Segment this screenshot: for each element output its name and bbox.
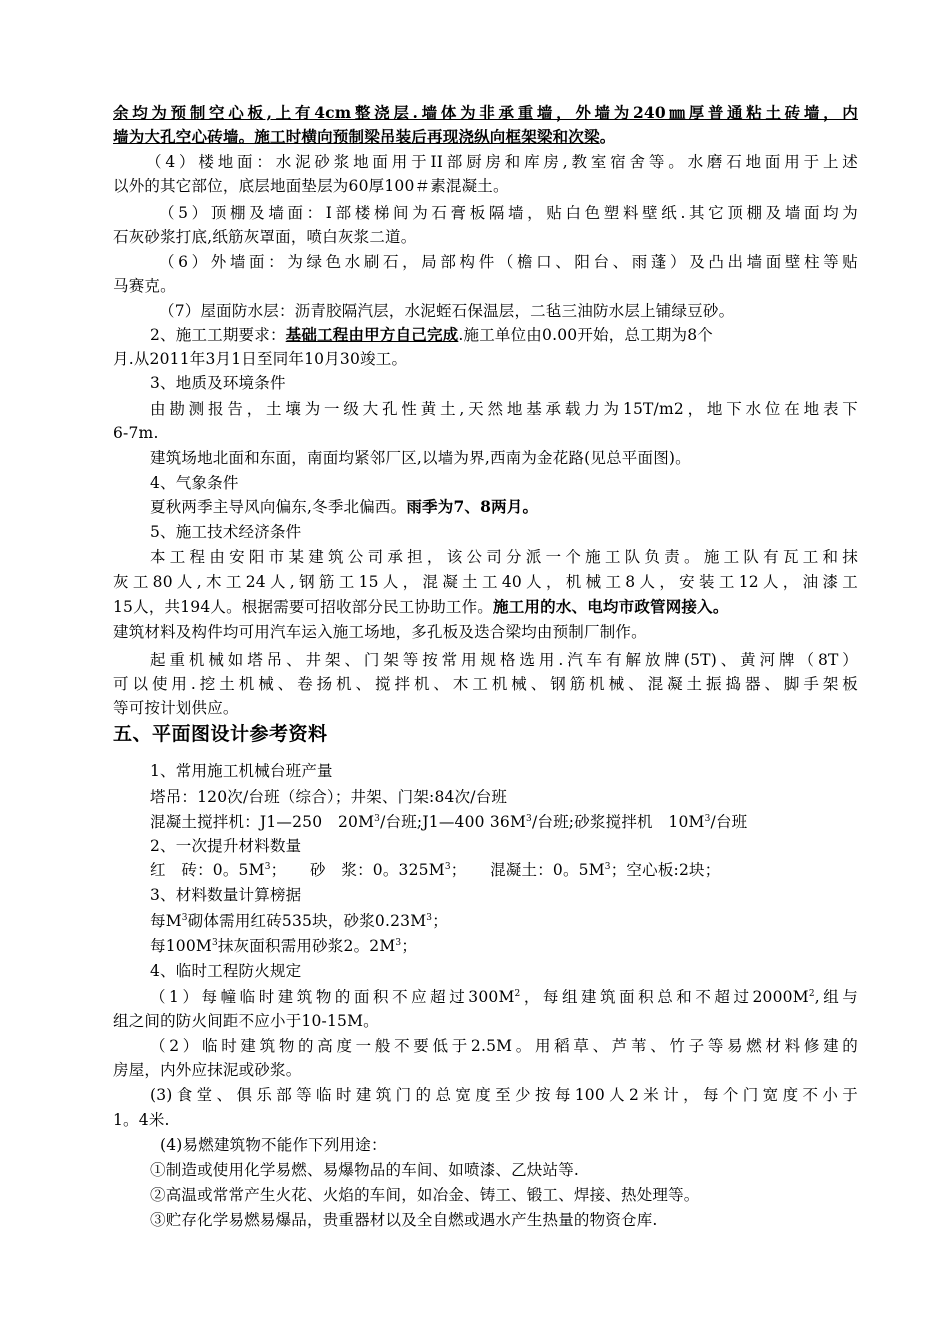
superscript: 3 (181, 912, 188, 923)
text-fragment: 。 (599, 127, 616, 146)
superscript: 2 (808, 988, 815, 999)
text-line: ①制造或使用化学易燃、易爆物品的车间、如喷漆、乙炔站等. (150, 1161, 580, 1179)
text-line: （6）外墙面：为绿色水刷石，局部构件（檐口、阳台、雨蓬）及凸出墙面壁柱等贴 (159, 253, 858, 271)
text-line: 建筑场地北面和东面，南面均紧邻厂区,以墙为界,西南为金花路(见总平面图)。 (150, 449, 691, 467)
text-fragment: ； (401, 937, 418, 955)
superscript: 2 (514, 988, 521, 999)
text-line: (4)易燃建筑物不能作下列用途： (160, 1136, 387, 1154)
text-line: 1、常用施工机械台班产量 (150, 762, 333, 780)
text-line (150, 858, 895, 882)
text-fragment: 夏秋两季主导风向偏东,冬季北偏西。 (150, 498, 407, 516)
text-line (150, 985, 858, 1009)
text-line: 马赛克。 (113, 277, 176, 295)
text-fragment: /台班;J1—400 36M (380, 813, 527, 831)
text-line: 月.从2011年3月1日至同年10月30竣工。 (113, 350, 408, 368)
text-line: ③贮存化学易燃易爆品，贵重器材以及全自燃或遇水产生热量的物资仓库. (150, 1211, 658, 1229)
text-line: 建筑材料及构件均可用汽车运入施工场地，多孔板及迭合梁均由预制厂制作。 (113, 623, 647, 641)
text-fragment: .施工单位由0.00开始，总工期为8个 (458, 326, 713, 344)
text-line: ②高温或常常产生火花、火焰的车间，如冶金、铸工、锻工、焊接、热处理等。 (150, 1186, 700, 1204)
text-fragment: ； 砂 浆：0。325M (270, 861, 445, 879)
text-fragment: 混凝土搅拌机：J1—250 20M (150, 813, 375, 831)
text-line: 起重机械如塔吊、井架、门架等按常用规格选用.汽车有解放牌(5T)、黄河牌（8T） (150, 651, 858, 669)
superscript: 3 (704, 813, 711, 824)
text-line: 4、临时工程防火规定 (150, 962, 302, 980)
text-line: 本工程由安阳市某建筑公司承担，该公司分派一个施工队负责。施工队有瓦工和抹 (150, 548, 858, 566)
text-line: 塔吊：120次/台班（综合）；井架、门架:84次/台班 (150, 788, 508, 806)
text-fragment: ； (432, 912, 448, 930)
text-fragment: /台班;砂浆搅拌机 10M (531, 813, 705, 831)
text-line: 组之间的防火间距不应小于10-15M。 (113, 1012, 379, 1030)
superscript: 3 (374, 813, 381, 824)
text-fragment: ，每组建筑面积总和不超过2000M (520, 988, 809, 1006)
text-fragment: 15人，共194人。根据需要可招收部分民工协助工作。 (113, 598, 494, 616)
emphasis-text: 基础工程由甲方自己完成 (285, 325, 459, 344)
text-fragment: /台班 (710, 813, 748, 831)
text-fragment: 2、施工工期要求： (150, 326, 286, 344)
text-line: 石灰砂浆打底,纸筋灰罩面，喷白灰浆二道。 (113, 228, 417, 246)
superscript: 3 (604, 861, 611, 872)
text-line: （2）临时建筑物的高度一般不要低于2.5M。用稻草、芦苇、竹子等易燃材料修建的 (150, 1037, 858, 1055)
text-line (150, 495, 895, 519)
text-fragment: 砌体需用红砖535块，砂浆0.23M (187, 912, 427, 930)
text-fragment: ； 混凝土：0。5M (450, 861, 605, 879)
text-line: 6-7m. (113, 424, 159, 442)
text-line: 3、材料数量计算榜据 (150, 886, 302, 904)
text-fragment: 抹灰面积需用砂浆2。2M (217, 937, 396, 955)
text-line: 2、一次提升材料数量 (150, 837, 302, 855)
text-line: （4）楼地面：水泥砂浆地面用于II部厨房和库房,教室宿舍等。水磨石地面用于上述 (146, 153, 858, 171)
text-line: 房屋，内外应抹泥或砂浆。 (113, 1061, 302, 1079)
text-line: 5、施工技术经济条件 (150, 523, 302, 541)
text-line: 以外的其它部位，底层地面垫层为60厚100＃素混凝土。 (113, 177, 509, 195)
emphasis-text: 雨季为7、8两月。 (406, 497, 539, 516)
text-line (150, 909, 895, 933)
text-fragment: ,组与 (814, 988, 858, 1006)
text-line: 可以使用.挖土机械、卷扬机、搅拌机、木工机械、钢筋机械、混凝土振捣器、脚手架板 (113, 675, 858, 693)
text-fragment: （1）每幢临时建筑物的面积不应超过300M (150, 988, 515, 1006)
emphasis-text: 施工用的水、电均市政管网接入。 (493, 597, 729, 616)
text-line (150, 323, 895, 347)
emphasis-text: 墙为大孔空心砖墙。施工时横向预制梁吊装后再现浇纵向框架梁和次梁 (113, 127, 600, 146)
text-line: 4、气象条件 (150, 474, 239, 492)
text-line: 等可按计划供应。 (113, 699, 239, 717)
text-line (150, 934, 895, 958)
text-line (150, 810, 895, 834)
text-line: 3、地质及环境条件 (150, 374, 286, 392)
text-line: (3)食堂、俱乐部等临时建筑门的总宽度至少按每100人2米计，每个门宽度不小于 (150, 1086, 858, 1104)
text-line: 灰工80人,木工24人,钢筋工15人，混凝土工40人，机械工8人，安装工12人，油漆工 (113, 573, 858, 591)
text-line (113, 595, 858, 619)
superscript: 3 (444, 861, 451, 872)
superscript: 3 (211, 937, 218, 948)
superscript: 3 (395, 937, 402, 948)
text-fragment: 每100M (150, 937, 212, 955)
superscript: 3 (264, 861, 271, 872)
text-line: （5）顶棚及墙面：I部楼梯间为石膏板隔墙，贴白色塑料壁纸.其它顶棚及墙面均为 (159, 204, 858, 222)
text-line (113, 125, 858, 149)
text-line: 由勘测报告，土壤为一级大孔性黄土,天然地基承载力为15T/m2，地下水位在地表下 (150, 400, 858, 418)
section-heading: 五、平面图设计参考资料 (113, 723, 328, 745)
text-line: 余均为预制空心板,上有4cm整浇层.墙体为非承重墙，外墙为240㎜厚普通粘土砖墙，内 (113, 103, 858, 122)
text-fragment: 红 砖：0。5M (150, 861, 265, 879)
text-fragment: ；空心板:2块； (610, 861, 721, 879)
superscript: 3 (426, 912, 433, 923)
superscript: 3 (526, 813, 532, 824)
text-line: （7）屋面防水层：沥青胶隔汽层，水泥蛭石保温层，二毡三油防水层上铺绿豆砂。 (159, 302, 735, 320)
text-line: 1。4米. (113, 1111, 170, 1129)
text-fragment: 每M (150, 912, 182, 930)
